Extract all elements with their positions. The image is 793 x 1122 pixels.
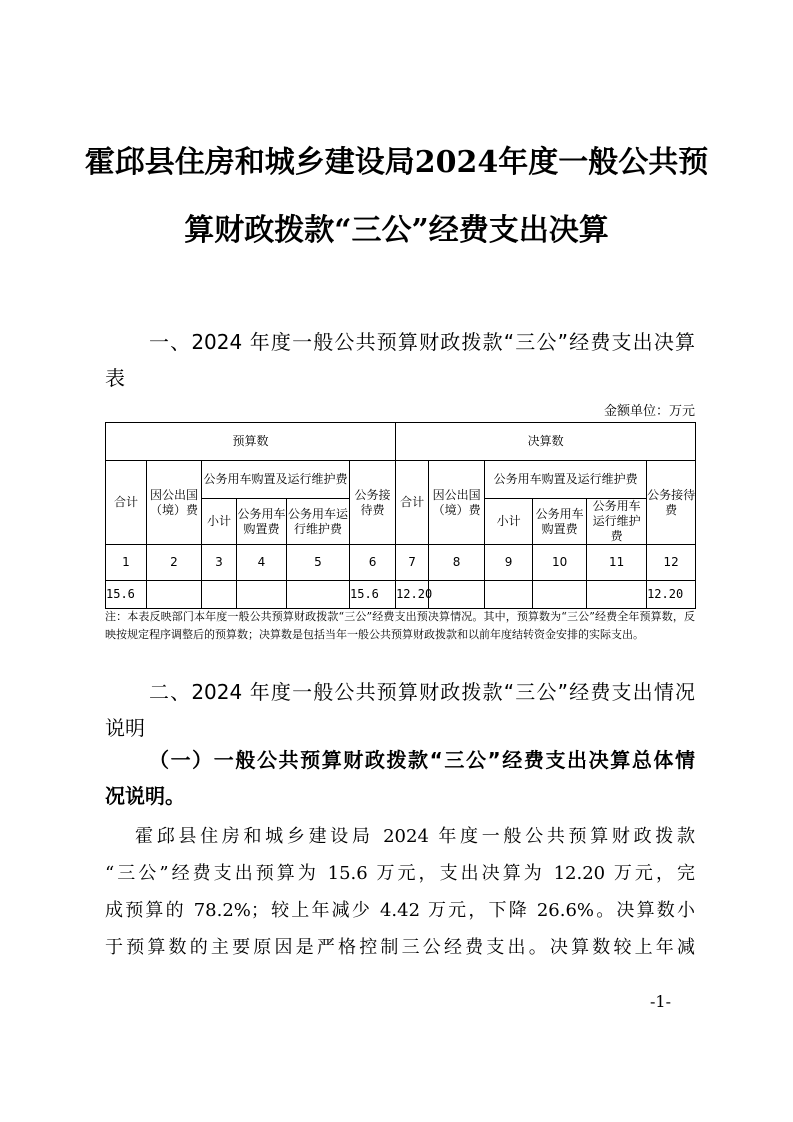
budget-vehicle-purchase-value	[237, 581, 287, 609]
column-number: 5	[287, 545, 350, 581]
column-number: 12	[647, 545, 696, 581]
final-reception-header: 公务接待费	[647, 461, 696, 545]
column-number: 9	[485, 545, 533, 581]
final-subtotal-header: 小计	[485, 499, 533, 545]
budget-subtotal-value	[202, 581, 237, 609]
final-vehicle-operation-value	[587, 581, 647, 609]
paragraph-line: 于预算数的主要原因是严格控制三公经费支出。决算数较上年减	[105, 937, 695, 958]
budget-vehicle-purchase-header: 公务用车购置费	[237, 499, 287, 545]
final-vehicle-purchase-value	[533, 581, 587, 609]
document-title-line-1: 霍邱县住房和城乡建设局2024年度一般公共预	[84, 145, 709, 180]
budget-header: 预算数	[106, 423, 396, 461]
subsection1-heading-line-1: （一）一般公共预算财政拨款“三公”经费支出决算总体情	[149, 748, 695, 772]
page-number: -1-	[650, 992, 671, 1011]
column-number: 2	[147, 545, 202, 581]
budget-abroad-value	[147, 581, 202, 609]
paragraph-line: “三公”经费支出预算为 15.6 万元，支出决算为 12.20 万元，完	[105, 863, 695, 884]
column-number: 1	[106, 545, 147, 581]
amount-unit-label: 金额单位：万元	[603, 404, 695, 419]
final-vehicle-purchase-header: 公务用车购置费	[533, 499, 587, 545]
budget-reception-value: 15.6	[350, 581, 396, 609]
final-abroad-header: 因公出国（境）费	[429, 461, 485, 545]
section1-heading-line-1: 一、2024 年度一般公共预算财政拨款“三公”经费支出决算	[149, 330, 695, 354]
column-number: 8	[429, 545, 485, 581]
budget-vehicle-operation-header: 公务用车运行维护费	[287, 499, 350, 545]
final-account-header: 决算数	[396, 423, 696, 461]
final-abroad-value	[429, 581, 485, 609]
column-number: 6	[350, 545, 396, 581]
budget-abroad-header: 因公出国（境）费	[147, 461, 202, 545]
section2-heading	[105, 674, 695, 746]
budget-total-header: 合计	[106, 461, 147, 545]
budget-total-value: 15.6	[106, 581, 147, 609]
final-reception-value: 12.20	[647, 581, 696, 609]
three-public-expenses-table	[105, 422, 696, 609]
column-number: 10	[533, 545, 587, 581]
table-note: 注：本表反映部门本年度一般公共预算财政拨款“三公”经费支出预决算情况。其中，预算数为“三公”经费全年预算数，反映按规定程序调整后的预算数；决算数是包括当年一般公共预算财政拨款和以前年度结转资金安排的实际支出。	[105, 610, 695, 641]
budget-vehicle-operation-value	[287, 581, 350, 609]
column-number: 7	[396, 545, 429, 581]
summary-paragraph	[105, 818, 695, 966]
column-number: 3	[202, 545, 237, 581]
column-number: 11	[587, 545, 647, 581]
final-total-value: 12.20	[396, 581, 429, 609]
final-vehicle-group-header: 公务用车购置及运行维护费	[485, 461, 647, 499]
section1-heading-line-2: 表	[105, 366, 125, 390]
budget-subtotal-header: 小计	[202, 499, 237, 545]
subsection1-heading-line-2: 况说明。	[105, 784, 185, 808]
section2-heading-line-1: 二、2024 年度一般公共预算财政拨款“三公”经费支出情况	[149, 680, 695, 704]
paragraph-line: 成预算的 78.2%；较上年减少 4.42 万元，下降 26.6%。决算数小	[105, 900, 695, 921]
budget-reception-header: 公务接待费	[350, 461, 396, 545]
final-vehicle-operation-header: 公务用车运行维护费	[587, 499, 647, 545]
section2-heading-line-2: 说明	[105, 716, 145, 740]
final-total-header: 合计	[396, 461, 429, 545]
final-subtotal-value	[485, 581, 533, 609]
budget-vehicle-group-header: 公务用车购置及运行维护费	[202, 461, 350, 499]
document-title-line-2: 算财政拨款“三公”经费支出决算	[184, 213, 609, 248]
subsection1-heading	[105, 742, 695, 814]
paragraph-line: 霍邱县住房和城乡建设局 2024 年度一般公共预算财政拨款	[135, 826, 695, 847]
section1-heading	[105, 324, 695, 396]
column-number: 4	[237, 545, 287, 581]
